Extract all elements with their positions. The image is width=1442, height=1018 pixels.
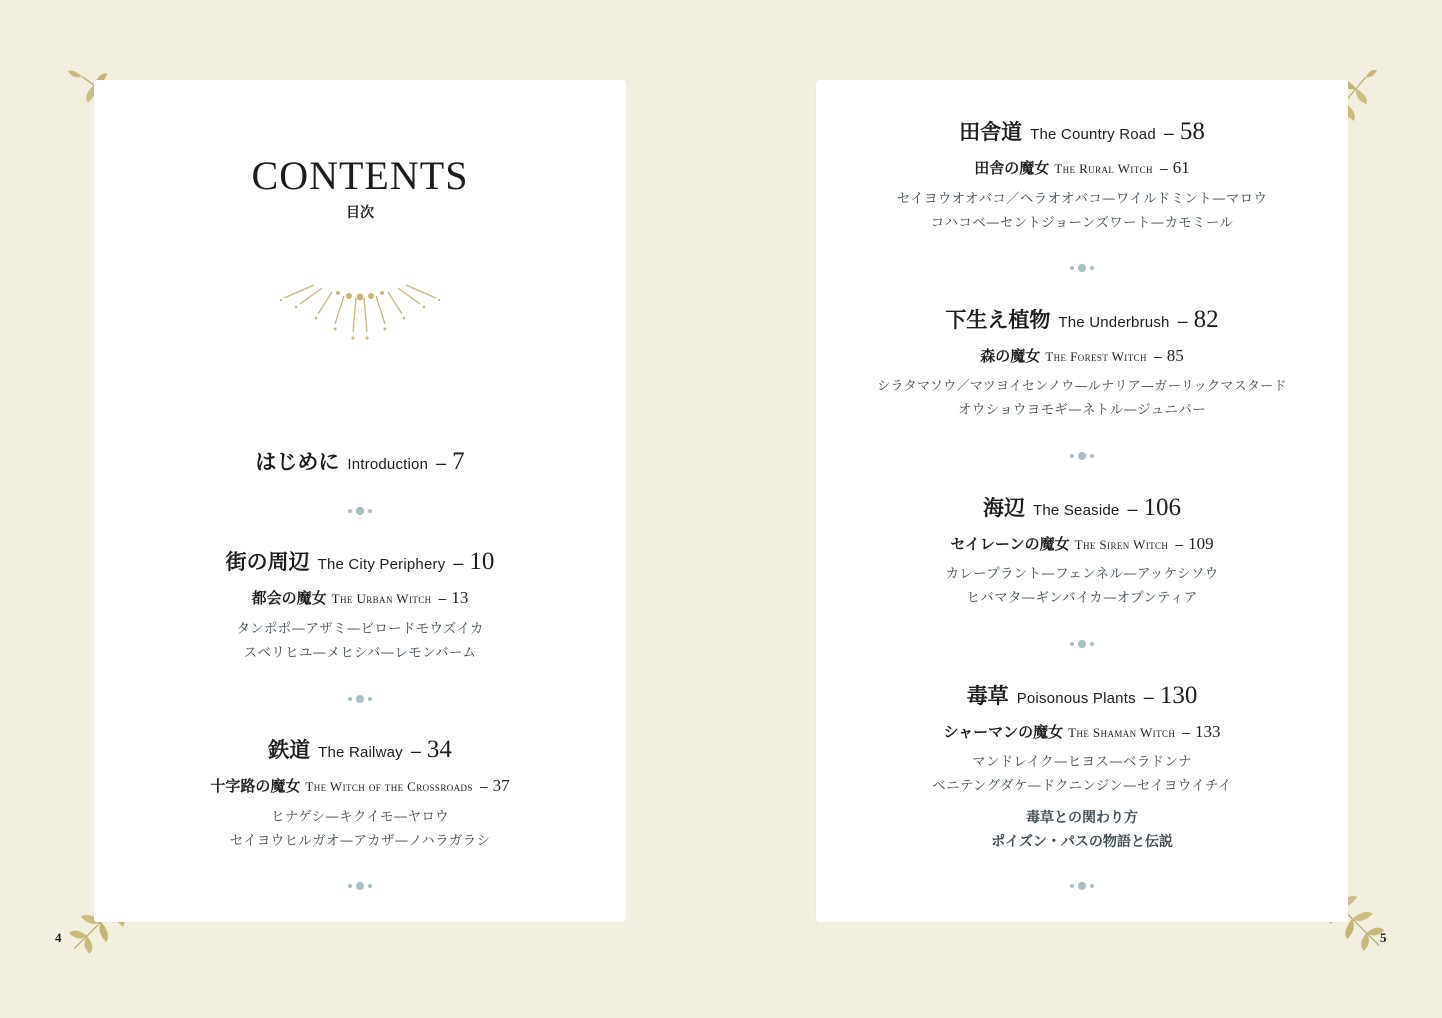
chapter-page: 58 [1179, 118, 1205, 145]
chapter-title-jp: 街の周辺 [225, 550, 310, 574]
contents-title: CONTENTS [251, 153, 469, 198]
plant-list-line: ヒバマタ—ギンバイカ—オプンティア [966, 590, 1198, 606]
plant-list-line: コハコベ—セントジョーンズワート—カモミール [930, 215, 1234, 231]
chapter-dash: – [410, 741, 421, 761]
chapter-title-jp: 下生え植物 [945, 308, 1051, 332]
chapter-title-jp: 鉄道 [268, 738, 311, 762]
witch-entry[interactable] [94, 589, 626, 606]
witch-page: 61 [1172, 158, 1190, 177]
witch-page: 85 [1166, 346, 1184, 365]
intro-title-jp: はじめに [255, 450, 340, 474]
plant-list-line: マンドレイク—ヒヨス—ベラドンナ [972, 754, 1192, 770]
left-page [94, 80, 626, 922]
divider-dots [345, 882, 375, 890]
chapter-page: 106 [1143, 494, 1181, 521]
sunburst-ornament [280, 280, 440, 360]
chapter-title[interactable] [816, 495, 1348, 520]
chapter-title-jp: 田舎道 [959, 120, 1023, 144]
plant-list-line: シラタマソウ／マツヨイセンノウ—ルナリア—ガーリックマスタード [877, 379, 1287, 394]
divider-dots [345, 695, 375, 703]
witch-entry[interactable] [816, 347, 1348, 364]
contents-subtitle: 目次 [346, 205, 374, 221]
intro-title-en: Introduction [347, 456, 429, 473]
chapter-title[interactable] [816, 119, 1348, 144]
chapter-title-en: Poisonous Plants [1016, 690, 1136, 707]
plant-list-line: スベリヒユ—メヒシバ—レモンバーム [243, 645, 477, 661]
intro-page: 7 [452, 448, 465, 475]
chapter-title[interactable] [94, 737, 626, 762]
chapter-title-en: The Seaside [1033, 502, 1120, 519]
plant-list-line: セイヨウヒルガオ—アカザ—ノハラガラシ [229, 833, 491, 849]
divider-dots [1067, 452, 1097, 460]
chapter-dash: – [1177, 311, 1188, 331]
chapter-title-jp: 毒草 [966, 684, 1009, 708]
chapter-page: 130 [1159, 682, 1198, 709]
witch-title-en: The Rural Witch [1054, 161, 1153, 176]
chapter-page: 82 [1193, 306, 1219, 333]
chapter-title-en: The Country Road [1030, 126, 1156, 143]
witch-page: 13 [451, 588, 469, 607]
chapter-dash: – [1163, 123, 1174, 143]
witch-title-en: The Urban Witch [331, 591, 432, 606]
witch-title-jp: 十字路の魔女 [210, 777, 301, 795]
witch-title-jp: 都会の魔女 [251, 589, 327, 607]
chapter-title-en: The Railway [318, 744, 403, 761]
witch-dash: – [438, 590, 447, 606]
plant-list-line: セイヨウオオバコ／ヘラオオバコ—ワイルドミント—マロウ [896, 191, 1268, 207]
page-number-left: 4 [55, 930, 62, 945]
special-topic-line: ポイズン・パスの物語と伝説 [991, 834, 1173, 850]
witch-page: 37 [492, 776, 510, 795]
witch-title-jp: 田舎の魔女 [974, 159, 1050, 177]
divider-dots [1067, 640, 1097, 648]
witch-title-jp: シャーマンの魔女 [943, 723, 1064, 741]
divider-dots [1067, 882, 1097, 890]
page-number-right: 5 [1380, 930, 1387, 945]
witch-title-en: The Shaman Witch [1068, 725, 1176, 740]
chapter-title-en: The Underbrush [1058, 314, 1170, 331]
witch-dash: – [1153, 348, 1162, 364]
plant-list-line: オウショウヨモギ—ネトル—ジュニパー [958, 402, 1206, 418]
plant-list-line: ヒナゲシ—キクイモ—ヤロウ [271, 809, 449, 825]
chapter-title-en: The City Periphery [317, 556, 446, 573]
plant-list-line: カレープラント—フェンネル—アッケシソウ [945, 566, 1219, 582]
witch-entry[interactable] [816, 159, 1348, 176]
witch-dash: – [1159, 160, 1168, 176]
witch-dash: – [1182, 724, 1191, 740]
toc-entry-introduction[interactable] [94, 449, 626, 474]
right-page [816, 80, 1348, 922]
chapter-title-jp: 海辺 [983, 496, 1026, 520]
witch-entry[interactable] [816, 723, 1348, 740]
chapter-dash: – [453, 553, 464, 573]
intro-dash: – [436, 453, 447, 473]
witch-title-en: The Witch of the Crossroads [305, 779, 473, 794]
witch-title-en: The Siren Witch [1074, 537, 1169, 552]
special-topic-line: 毒草との関わり方 [1026, 810, 1138, 826]
chapter-title[interactable] [94, 549, 626, 574]
witch-entry[interactable] [816, 535, 1348, 552]
witch-dash: – [1175, 536, 1184, 552]
witch-entry[interactable] [94, 777, 626, 794]
witch-page: 133 [1195, 722, 1221, 741]
plant-list-line: ベニテングダケ—ドクニンジン—セイヨウイチイ [932, 778, 1232, 794]
chapter-page: 34 [426, 736, 452, 763]
chapter-page: 10 [469, 548, 495, 575]
divider-dots [345, 507, 375, 515]
chapter-dash: – [1143, 687, 1154, 707]
witch-dash: – [479, 778, 488, 794]
plant-list-line: タンポポ—アザミ—ビロードモウズイカ [236, 621, 484, 637]
witch-title-en: The Forest Witch [1045, 349, 1147, 364]
witch-page: 109 [1188, 534, 1214, 553]
witch-title-jp: セイレーンの魔女 [950, 535, 1070, 553]
chapter-dash: – [1127, 499, 1138, 519]
chapter-title[interactable] [816, 683, 1348, 708]
divider-dots [1067, 264, 1097, 272]
witch-title-jp: 森の魔女 [980, 347, 1041, 365]
chapter-title[interactable] [816, 307, 1348, 332]
